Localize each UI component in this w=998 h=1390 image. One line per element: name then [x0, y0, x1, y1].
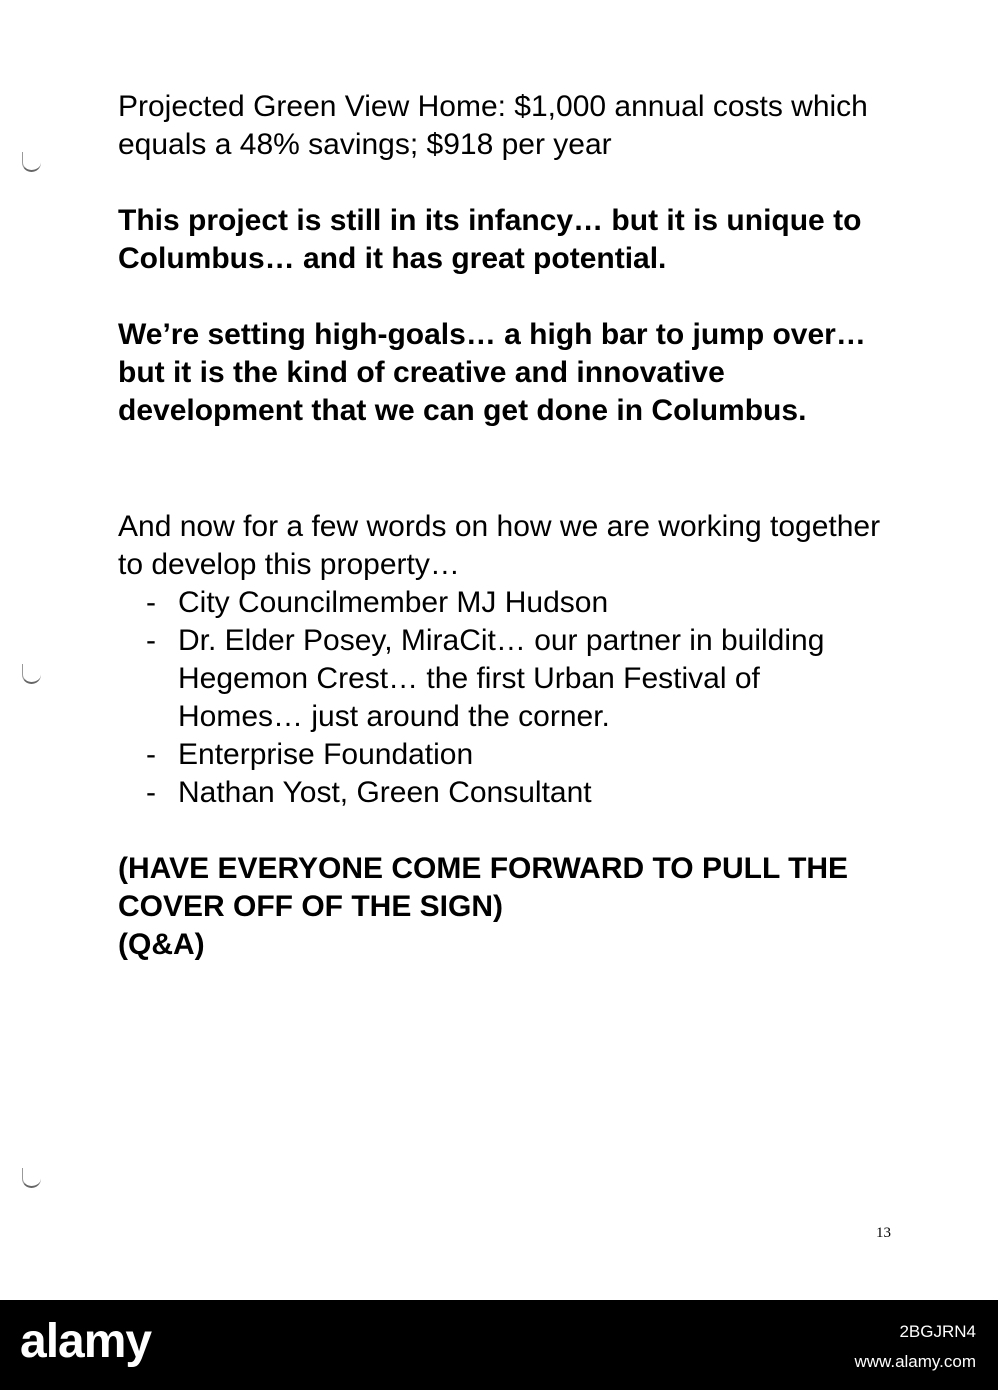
list-item-text: Enterprise Foundation — [178, 738, 474, 771]
list-item — [146, 584, 886, 622]
closing-instruction: (HAVE EVERYONE COME FORWARD TO PULL THE COVER OFF OF THE SIGN) — [118, 852, 849, 923]
list-item-text: City Councilmember MJ Hudson — [178, 586, 609, 619]
list-dash: - — [146, 586, 156, 619]
paragraph-high-goals: We’re setting high-goals… a high bar to jump over… but it is the kind of creative and innovative development that we can get done in Columbus. — [118, 318, 866, 427]
list-item-text: Nathan Yost, Green Consultant — [178, 776, 592, 809]
list-item — [146, 774, 886, 812]
list-item — [146, 736, 886, 774]
watermark-image-id: 2BGJRN4 — [899, 1322, 976, 1341]
paragraph-projected-costs: Projected Green View Home: $1,000 annual costs which equals a 48% savings; $918 per year — [118, 90, 868, 161]
partner-list — [146, 584, 886, 812]
binder-punch-mark — [22, 664, 41, 684]
watermark-logo: alamy — [20, 1315, 152, 1368]
paragraph-project-infancy: This project is still in its infancy… but it is unique to Columbus… and it has great potential. — [118, 204, 862, 275]
list-dash: - — [146, 738, 156, 771]
list-item-text: Dr. Elder Posey, MiraCit… our partner in building Hegemon Crest… the first Urban Festival of Homes… just around the corner. — [178, 624, 825, 733]
paragraph-working-together: And now for a few words on how we are working together to develop this property… — [118, 510, 881, 581]
list-dash: - — [146, 624, 156, 657]
list-item — [146, 622, 886, 736]
page-number: 13 — [876, 1225, 891, 1241]
binder-punch-mark — [22, 152, 41, 172]
watermark-site: www.alamy.com — [854, 1352, 976, 1371]
list-dash: - — [146, 776, 156, 809]
watermark-footer — [0, 1300, 998, 1390]
binder-punch-mark — [22, 1168, 41, 1188]
closing-qa: (Q&A) — [118, 928, 205, 961]
